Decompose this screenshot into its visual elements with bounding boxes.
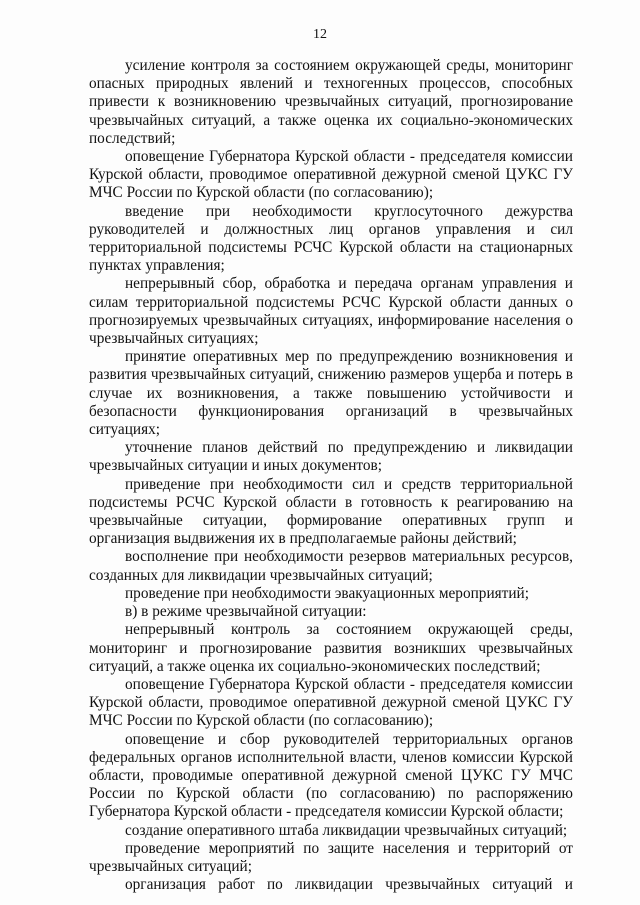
paragraph: непрерывный контроль за состоянием окружающей среды, мониторинг и прогнозирование развития возникших чрезвычайных ситуаций, а также оценка их социально-экономических последствий; <box>89 621 573 675</box>
paragraph: проведение при необходимости эвакуационных мероприятий; <box>125 584 529 602</box>
paragraph: уточнение планов действий по предупреждению и ликвидации чрезвычайных ситуации и иных документов; <box>89 439 573 475</box>
paragraph: организация работ по ликвидации чрезвычайных ситуаций и <box>125 876 573 894</box>
paragraph: оповещение и сбор руководителей территориальных органов федеральных органов исполнительной власти, членов комиссии Курской области, проводимые оперативной дежурной сменой ЦУКС ГУ МЧС России по Курской области (по согласованию) по распоряжению Губернатора Курской области - председателя комиссии Курской области; <box>89 730 573 821</box>
paragraph: усиление контроля за состоянием окружающей среды, мониторинг опасных природных явлений и техногенных процессов, способных привести к возникновению чрезвычайных ситуаций, прогнозирование чрезвычайных ситуаций, а также оценка их социально-экономических последствий; <box>89 57 573 147</box>
paragraph: проведение мероприятий по защите населения и территорий от чрезвычайных ситуаций; <box>89 839 573 875</box>
paragraph: принятие оперативных мер по предупреждению возникновения и развития чрезвычайных ситуаций, снижению размеров ущерба и потерь в случае их возникновения, а также повышению устойчивости и безопасности функционирования организаций в чрезвычайных ситуациях; <box>89 348 573 439</box>
paragraph: введение при необходимости круглосуточного дежурства руководителей и должностных лиц органов управления и сил территориальной подсистемы РСЧС Курской области на стационарных пунктах управления; <box>89 202 573 275</box>
paragraph: непрерывный сбор, обработка и передача органам управления и силам территориальной подсистемы РСЧС Курской области данных о прогнозируемых чрезвычайных ситуациях, информирование населения о чрезвычайных ситуациях; <box>89 275 573 348</box>
page-number: 12 <box>313 27 327 42</box>
paragraph: оповещение Губернатора Курской области - председателя комиссии Курской области, проводимое оперативной дежурной сменой ЦУКС ГУ МЧС России по Курской области (по согласованию); <box>89 148 573 202</box>
paragraph: оповещение Губернатора Курской области - председателя комиссии Курской области, проводимое оперативной дежурной сменой ЦУКС ГУ МЧС России по Курской области (по согласованию); <box>89 675 573 730</box>
paragraph: приведение при необходимости сил и средств территориальной подсистемы РСЧС Курской области в готовность к реагированию на чрезвычайные ситуации, формирование оперативных групп и организация выдвижения их в предполагаемые районы действий; <box>89 475 573 548</box>
paragraph: восполнение при необходимости резервов материальных ресурсов, созданных для ликвидации чрезвычайных ситуаций; <box>89 548 573 584</box>
paragraph: создание оперативного штаба ликвидации чрезвычайных ситуаций; <box>125 821 568 839</box>
body-text <box>89 57 573 894</box>
paragraph: в) в режиме чрезвычайной ситуации: <box>125 603 367 621</box>
